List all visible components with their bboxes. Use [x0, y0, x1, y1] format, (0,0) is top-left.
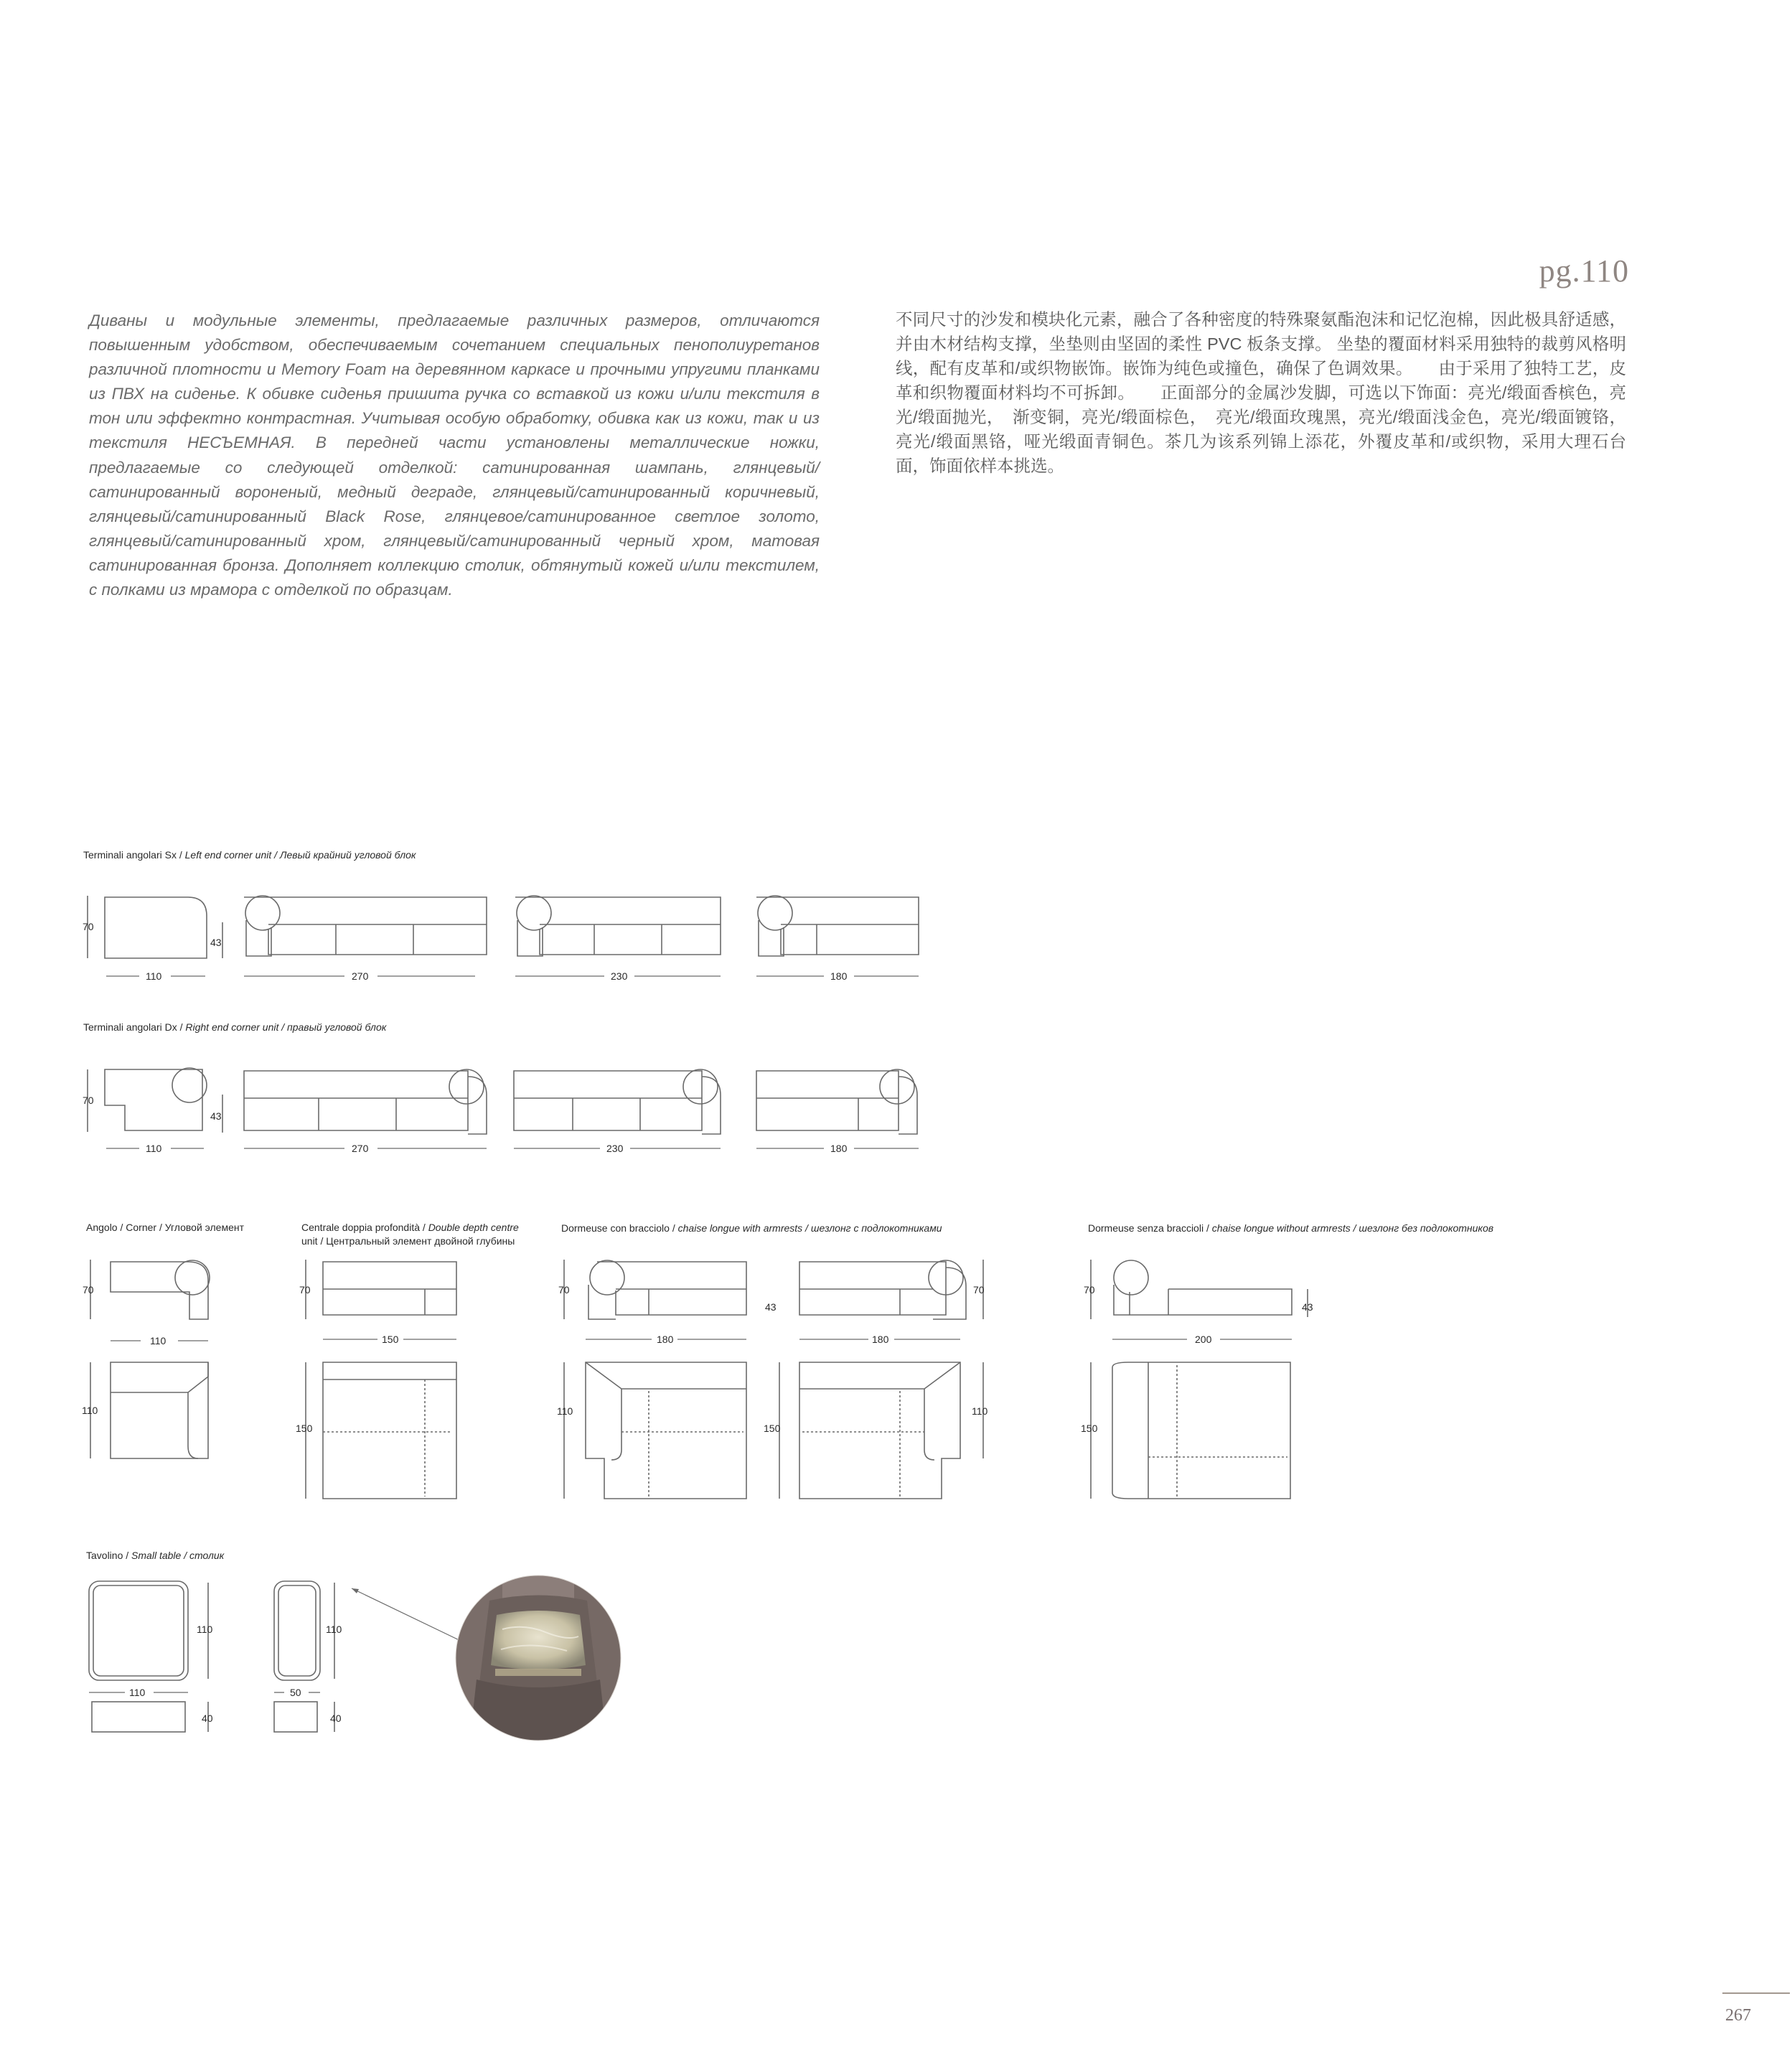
corner-unit-plan — [90, 1362, 208, 1458]
chaise-arm-left-plan — [564, 1362, 746, 1499]
dim-w180: 180 — [830, 1143, 848, 1154]
section-title-table: Tavolino / Small table / столик — [86, 1550, 225, 1561]
dim-h43: 43 — [210, 1110, 222, 1122]
dim-h70: 70 — [558, 1284, 570, 1296]
dim-h70: 70 — [83, 921, 94, 932]
dim-h70: 70 — [1084, 1284, 1095, 1296]
page-number-rule — [1722, 1992, 1790, 1994]
dim-w110: 110 — [326, 1624, 342, 1635]
dim-w110: 110 — [146, 1143, 162, 1154]
dim-h43: 43 — [1302, 1301, 1313, 1313]
right-end-unit-270 — [244, 1069, 487, 1134]
dim-h70: 70 — [83, 1284, 94, 1296]
dim-w200: 200 — [1195, 1334, 1212, 1345]
left-end-unit-180 — [756, 896, 919, 956]
section-title-chaise-noarm: Dormeuse senza braccioli / chaise longue without armrests / шезлонг без подлокотников — [1088, 1222, 1494, 1234]
chaise-noarm-elevation — [1091, 1260, 1308, 1319]
right-end-unit-230 — [514, 1069, 721, 1134]
dim-h70: 70 — [299, 1284, 311, 1296]
table-square-plan — [89, 1581, 208, 1680]
dim-w110: 110 — [557, 1405, 573, 1417]
dim-h70: 70 — [83, 1095, 94, 1106]
section-title-corner: Angolo / Corner / Угловой элемент — [86, 1222, 245, 1233]
dim-h40: 40 — [202, 1713, 213, 1724]
dim-w270: 270 — [352, 1143, 369, 1154]
section-title-left-end: Terminali angolari Sx / Left end corner unit / Левый крайний угловой блок — [83, 849, 416, 861]
dim-w110: 110 — [197, 1624, 213, 1635]
dim-h43: 43 — [210, 937, 222, 948]
dim-h43: 43 — [765, 1301, 777, 1313]
dim-h40: 40 — [330, 1713, 342, 1724]
dim-w110: 110 — [129, 1687, 146, 1698]
dim-w150: 150 — [296, 1423, 313, 1434]
dim-w150: 150 — [382, 1334, 399, 1345]
dim-w50: 50 — [290, 1687, 301, 1698]
dim-w110: 110 — [82, 1405, 98, 1416]
right-end-unit-110 — [88, 1068, 222, 1133]
dim-w230: 230 — [606, 1143, 624, 1154]
page-number: 267 — [1725, 2006, 1751, 2025]
dim-w110: 110 — [150, 1335, 166, 1346]
centre-unit-elevation — [306, 1260, 456, 1319]
left-end-unit-270 — [244, 896, 487, 956]
page-reference: pg.110 — [1539, 253, 1629, 289]
description-russian: Диваны и модульные элементы, предлагаемые различных размеров, отличаются повышенным удобством, обеспечиваемым сочетанием специальных пенополиуретанов различной плотности и Memory Foam на деревянном каркасе и прочными упругими планками из ПВХ на сиденье. К обивке сиденья пришита ручка со вставкой из кожи и/или текстиля в тон или эффектно контрастная. Учитывая особую обработку, обивка как из кожи, так и из текстиля НЕСЪЕМНАЯ. В передней части установлены металлические ножки, предлагаемые со следующей отделкой: сатинированная шампань, глянцевый/сатинированный вороненый, медный деграде, глянцевый/сатинированный коричневый, глянцевый/сатинированный Black Rose, глянцевое/сатинированное светлое золото, глянцевый/сатинированный хром, глянцевый/сатинированный черный хром, матовая сатинированная бронза. Дополняет коллекцию столик, обтянутый кожей и/или текстилем, с полками из мрамора с отделкой по образцам. — [89, 312, 820, 599]
chaise-arm-right-elevation — [799, 1260, 983, 1319]
dim-w180: 180 — [830, 970, 848, 982]
section-title-centre: Centrale doppia profondità / Double depth centre unit / Центральный элемент двойной глубины — [301, 1222, 519, 1247]
corner-unit-elevation — [90, 1260, 210, 1319]
dim-w110: 110 — [972, 1405, 988, 1417]
right-end-unit-180 — [756, 1069, 917, 1134]
dim-w150: 150 — [1081, 1423, 1098, 1434]
dim-w110: 110 — [146, 970, 162, 982]
section-title-right-end: Terminali angolari Dx / Right end corner unit / правый угловой блок — [83, 1021, 387, 1033]
dim-w270: 270 — [352, 970, 369, 982]
chaise-arm-right-plan — [779, 1362, 983, 1499]
dim-w230: 230 — [611, 970, 628, 982]
chaise-arm-left-elevation — [564, 1260, 746, 1319]
left-end-unit-110 — [88, 896, 222, 958]
dim-w150: 150 — [764, 1423, 781, 1434]
dim-w180: 180 — [657, 1334, 674, 1345]
table-detail-photo — [452, 1572, 624, 1744]
dim-w180: 180 — [872, 1334, 889, 1345]
left-end-unit-230 — [515, 896, 721, 956]
description-chinese: 不同尺寸的沙发和模块化元素，融合了各种密度的特殊聚氨酯泡沫和记忆泡棉，因此极具舒适感，并由木材结构支撑，坐垫则由坚固的柔性 PVC 板条支撑。 坐垫的覆面材料采用独特的裁剪风格明线，配有皮革和/或织物嵌饰。嵌饰为纯色或撞色，确保了色调效果。 由于采用了独特工艺，皮革和织物覆面材料均不可拆卸。 正面部分的金属沙发脚，可选以下饰面：亮光/缎面香槟色，亮光/缎面抛光， 渐变铜，亮光/缎面棕色， 亮光/缎面玫瑰黑，亮光/缎面浅金色，亮光/缎面镀铬，亮光/缎面黑铬，哑光缎面青铜色。茶几为该系列锦上添花，外覆皮革和/或织物，采用大理石台面，饰面依样本挑选。 — [896, 310, 1626, 475]
dim-h70: 70 — [973, 1284, 985, 1296]
table-square-side — [92, 1702, 208, 1732]
centre-unit-plan — [306, 1362, 456, 1499]
chaise-noarm-plan — [1091, 1362, 1290, 1499]
section-title-chaise-arm: Dormeuse con bracciolo / chaise longue with armrests / шезлонг с подлокотниками — [561, 1222, 942, 1234]
table-narrow-side — [274, 1702, 334, 1732]
